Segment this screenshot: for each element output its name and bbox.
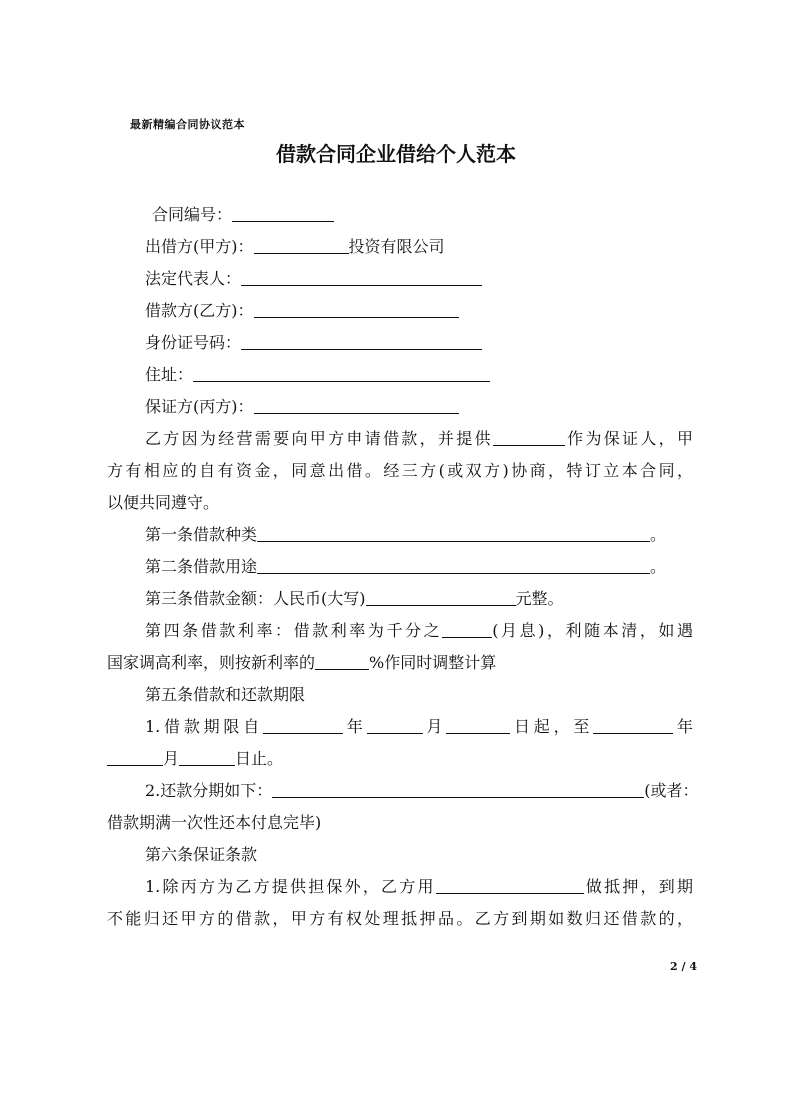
article-5-title: 第五条借款和还款期限: [145, 685, 306, 704]
article-4-line-1: [145, 621, 693, 641]
intro-text-2: 作为保证人，甲: [564, 429, 693, 448]
end-day-blank: [179, 749, 235, 766]
installment-line-1: [145, 781, 699, 801]
end-year-label: 年: [673, 717, 693, 736]
installment-line-2: 借款期满一次性还本付息完毕): [107, 813, 322, 832]
contract-number-label: 合同编号：: [152, 205, 233, 224]
article-1-blank: [257, 525, 650, 542]
intro-line-3: 以便共同遵守。: [107, 493, 220, 512]
amount-blank: [366, 589, 516, 606]
lender-label: 出借方(甲方)：: [145, 237, 254, 256]
start-year-blank: [263, 717, 343, 734]
installment-label: 2.还款分期如下：: [145, 781, 273, 800]
article-4-text-a: 第四条借款利率：借款利率为千分之: [145, 621, 443, 640]
legal-rep-line: [145, 269, 482, 289]
installment-or-label: (或者：: [644, 781, 699, 800]
guarantor-name-blank: [493, 429, 565, 446]
lender-suffix: 投资有限公司: [348, 237, 445, 256]
address-line: [145, 365, 490, 385]
loan-term-line-2: [107, 749, 283, 769]
article-2: [145, 557, 666, 577]
address-label: 住址：: [145, 365, 194, 384]
intro-text-1: 乙方因为经营需要向甲方申请借款，并提供: [145, 429, 493, 448]
borrower-line: [145, 301, 459, 321]
article-4-text-d: %作同时调整计算: [369, 653, 497, 672]
document-header: 最新精编合同协议范本: [130, 118, 245, 131]
guarantee-line-1: [145, 877, 693, 897]
rate-adjust-blank: [315, 653, 369, 670]
article-4-text-c: 国家调高利率，则按新利率的: [107, 653, 316, 672]
id-number-label: 身份证号码：: [145, 333, 242, 352]
guarantee-text-a: 1.除丙方为乙方提供担保外，乙方用: [145, 877, 436, 896]
lender-line: [145, 237, 445, 257]
contract-number-line: [152, 205, 334, 225]
start-day-blank: [446, 717, 510, 734]
page-number: 2 / 4: [670, 960, 697, 973]
borrower-label: 借款方(乙方)：: [145, 301, 254, 320]
id-number-line: [145, 333, 482, 353]
article-6-title: 第六条保证条款: [145, 845, 258, 864]
loan-term-from-label: 1.借款期限自: [145, 717, 264, 736]
month-label: 月: [422, 717, 447, 736]
guarantee-line-2: 不能归还甲方的借款，甲方有权处理抵押品。乙方到期如数归还借款的，: [107, 909, 693, 928]
id-number-blank: [241, 333, 482, 350]
end-year-blank: [593, 717, 673, 734]
article-4-line-2: [107, 653, 496, 673]
article-3-end: 元整。: [515, 589, 564, 608]
legal-rep-blank: [241, 269, 482, 286]
end-month-blank: [107, 749, 163, 766]
guarantor-label: 保证方(丙方)：: [145, 397, 254, 416]
article-4-text-b: (月息)，利随本清，如遇: [492, 621, 693, 640]
article-2-label: 第二条借款用途: [145, 557, 258, 576]
lender-blank: [254, 237, 349, 254]
article-1-label: 第一条借款种类: [145, 525, 258, 544]
article-2-blank: [257, 557, 650, 574]
guarantor-line: [145, 397, 459, 417]
day-from-label: 日起，至: [510, 717, 594, 736]
collateral-blank: [436, 877, 584, 894]
borrower-blank: [254, 301, 459, 318]
legal-rep-label: 法定代表人：: [145, 269, 242, 288]
year-label: 年: [343, 717, 367, 736]
interest-rate-blank: [442, 621, 492, 638]
intro-line-1: [145, 429, 693, 449]
article-1: [145, 525, 666, 545]
guarantor-blank: [254, 397, 459, 414]
end-month-label: 月: [163, 749, 180, 768]
contract-number-blank: [232, 205, 334, 222]
day-end-label: 日止。: [235, 749, 284, 768]
guarantee-text-b: 做抵押，到期: [583, 877, 693, 896]
start-month-blank: [367, 717, 423, 734]
article-1-end: 。: [650, 525, 667, 544]
document-title: 借款合同企业借给个人范本: [276, 142, 516, 166]
article-3: [145, 589, 564, 609]
article-2-end: 。: [650, 557, 667, 576]
intro-line-2: 方有相应的自有资金，同意出借。经三方(或双方)协商，特订立本合同，: [107, 461, 693, 480]
article-3-label: 第三条借款金额：人民币(大写): [145, 589, 366, 608]
address-blank: [193, 365, 490, 382]
installment-blank: [272, 781, 644, 798]
loan-term-line-1: [145, 717, 693, 737]
